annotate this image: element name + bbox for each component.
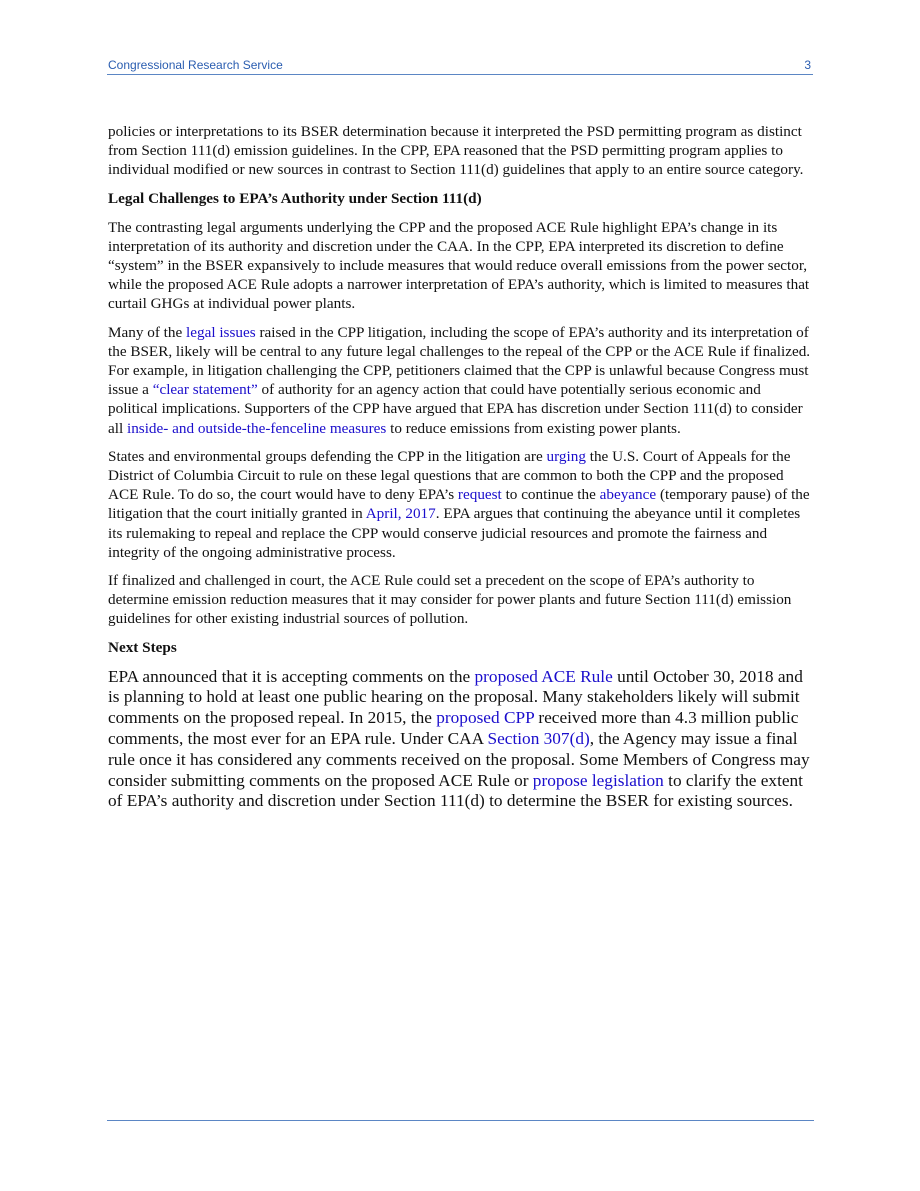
link-april-2017[interactable]: April, 2017	[365, 505, 436, 523]
paragraph-text: EPA announced that it is accepting comments on the	[108, 666, 475, 686]
link-clear-statement[interactable]: “clear statement”	[152, 381, 258, 399]
paragraph-text: the U.S. Court of Appeals for the District of Columbia Circuit to rule on these legal questions that are common to both the CPP and the proposed ACE Rule. To do so, the court would have to deny EPA’s	[108, 447, 791, 504]
paragraph-text: Many of the	[108, 323, 187, 341]
paragraph-contrasting-arguments	[108, 218, 814, 314]
link-abeyance[interactable]: abeyance	[599, 486, 657, 504]
paragraph-text: (temporary pause) of the litigation that the court initially granted in	[108, 486, 810, 523]
paragraph-text: received more than 4.3 million public comments, the most ever for an EPA rule. Under CAA	[108, 708, 799, 749]
paragraph-text: , the Agency may issue a final rule once it has considered any comments received on the proposal. Some Members of Congress may consider submitting comments on the proposed ACE Rule or	[108, 729, 810, 790]
paragraph-text: The contrasting legal arguments underlying the CPP and the proposed ACE Rule highlight EPA’s change in its interpretation of its authority and discretion under the CAA. In the CPP, EPA interpreted its discretion to define “system” in the BSER expansively to include measures that would reduce overall emissions from the power sector, while the proposed ACE Rule adopts a narrower interpretation of EPA’s authority, which is limited to measures that curtail GHGs at individual power plants.	[108, 218, 810, 313]
paragraph-text: If finalized and challenged in court, the ACE Rule could set a precedent on the scope of EPA’s authority to determine emission reduction measures that it may consider for power plants and future Section 111(d) emission guidelines for other existing industrial sources of pollution.	[108, 572, 792, 628]
header-org-name: Congressional Research Service	[108, 58, 283, 72]
paragraph-text: to reduce emissions from existing power plants.	[386, 419, 681, 437]
paragraph-text: . EPA argues that continuing the abeyance until it completes its rulemaking to repeal and replace the CPP would conserve judicial resources and promote the fairness and integrity of the ongoing administrative process.	[108, 505, 801, 561]
link-section-307d[interactable]: Section 307(d)	[487, 729, 590, 749]
footer-divider	[107, 1120, 814, 1121]
paragraph-legal-issues	[108, 323, 814, 438]
paragraph-psd-permitting	[108, 122, 814, 180]
paragraph-text: States and environmental groups defending the CPP in the litigation are	[108, 447, 547, 465]
paragraph-next-steps	[108, 667, 814, 813]
link-legal-issues[interactable]: legal issues	[186, 323, 256, 341]
paragraph-text: raised in the CPP litigation, including the scope of EPA’s authority and its interpretation of the BSER, likely will be central to any future legal challenges to the repeal of the CPP or the ACE Rule if finalized. For example, in litigation challenging the CPP, petitioners claimed that the CPP is unlawful because Congress must issue a	[108, 323, 811, 399]
link-proposed-ace-rule[interactable]: proposed ACE Rule	[474, 666, 613, 686]
paragraph-states-urging	[108, 447, 814, 562]
paragraph-text: policies or interpretations to its BSER determination because it interpreted the PSD permitting program as distinct from Section 111(d) emission guidelines. In the CPP, EPA reasoned that the PSD permitting program applies to individual modified or new sources in contrast to Section 111(d) guidelines that apply to an entire source category.	[108, 123, 804, 179]
page-header	[107, 57, 813, 75]
document-body	[108, 122, 814, 821]
link-fenceline-measures[interactable]: inside- and outside-the-fenceline measures	[126, 419, 387, 437]
link-propose-legislation[interactable]: propose legislation	[532, 770, 664, 790]
paragraph-text: to continue the	[501, 486, 600, 504]
paragraph-text: to clarify the extent of EPA’s authority and discretion under Section 111(d) to determine the BSER for existing sources.	[108, 770, 803, 811]
paragraph-precedent	[108, 571, 814, 629]
paragraph-text: of authority for an agency action that could have potentially serious economic and political implications. Supporters of the CPP have argued that EPA has discretion under Section 111(d) to consider all	[108, 381, 803, 437]
link-request[interactable]: request	[457, 486, 502, 504]
page-number: 3	[804, 58, 811, 72]
section-heading-legal-challenges: Legal Challenges to EPA’s Authority under Section 111(d)	[108, 189, 482, 207]
paragraph-text: until October 30, 2018 and is planning to hold at least one public hearing on the proposal. Many stakeholders likely will submit comments on the proposed repeal. In 2015, the	[108, 666, 803, 728]
link-proposed-cpp[interactable]: proposed CPP	[436, 708, 535, 728]
section-heading-next-steps: Next Steps	[108, 638, 177, 656]
link-urging[interactable]: urging	[546, 447, 586, 465]
